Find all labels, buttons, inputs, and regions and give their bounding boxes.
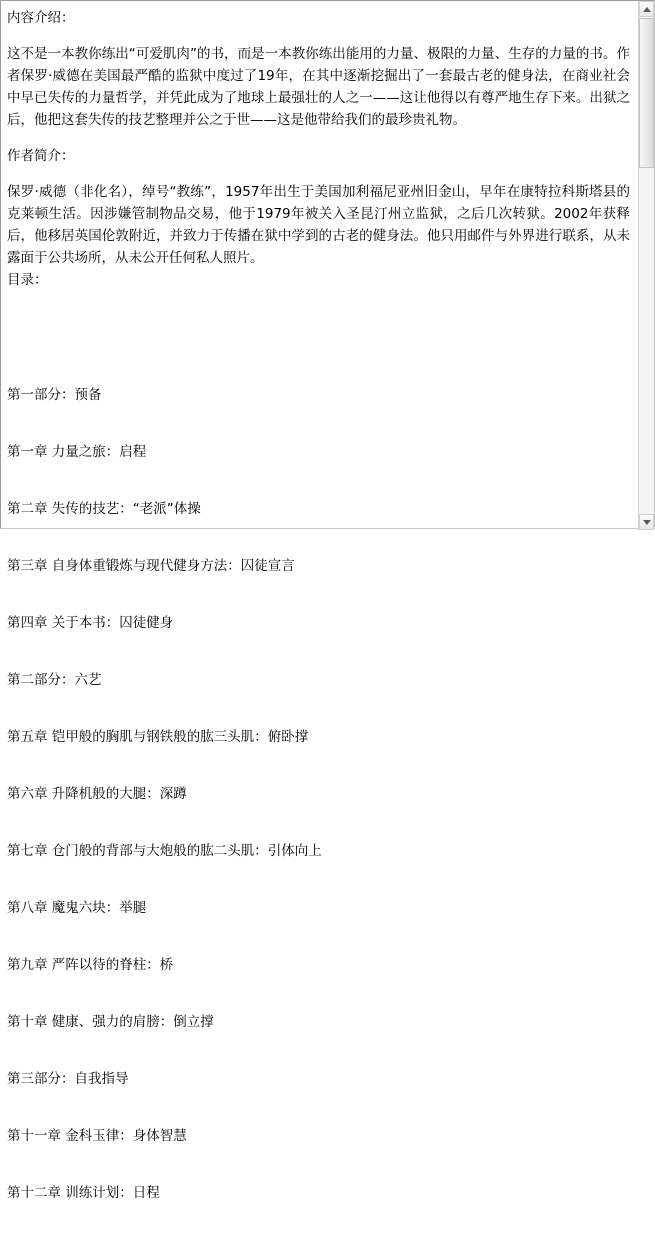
- toc-line: 第九章 严阵以待的脊柱：桥: [7, 957, 174, 973]
- toc-line: 第七章 仓门般的背部与大炮般的肱二头肌：引体向上: [7, 843, 322, 859]
- arrow-up-icon: [643, 7, 651, 12]
- toc-line: 第一部分：预备: [7, 387, 102, 403]
- toc-line: 第四章 关于本书：囚徒健身: [7, 615, 174, 631]
- toc-line: 第八章 魔鬼六块：举腿: [7, 900, 147, 916]
- section-heading-author: 作者简介：: [7, 148, 75, 164]
- vertical-scrollbar[interactable]: [638, 1, 654, 530]
- toc-line: 第二章 失传的技艺：“老派”体操: [7, 501, 201, 517]
- section-body-content: 这不是一本教你练出“可爱肌肉”的书，而是一本教你练出能用的力量、极限的力量、生存的力量的书。作者保罗·威德在美国最严酷的监狱中度过了19年，在其中逐渐挖掘出了一套最古老的健身法，在商业社会中早已失传的力量哲学，并凭此成为了地球上最强壮的人之一——这让他得以有尊严地生存下来。出狱之后，他把这套失传的技艺整理并公之于世——这是他带给我们的最珍贵礼物。: [7, 46, 630, 128]
- scroll-down-button[interactable]: [639, 514, 654, 530]
- toc-line: 第五章 铠甲般的胸肌与钢铁般的肱三头肌：俯卧撑: [7, 729, 309, 745]
- arrow-down-icon: [643, 520, 651, 525]
- toc-line: 第三章 自身体重锻炼与现代健身方法：囚徒宣言: [7, 558, 295, 574]
- scroll-up-button[interactable]: [639, 1, 654, 17]
- toc-line: 第三部分：自我指导: [7, 1071, 129, 1087]
- toc-line: 第二部分：六艺: [7, 672, 102, 688]
- table-of-contents: [7, 291, 630, 1241]
- toc-line: 第六章 升降机般的大腿：深蹲: [7, 786, 187, 802]
- scrollbar-thumb[interactable]: [639, 18, 654, 168]
- section-body-author: 保罗·威德（非化名），绰号“教练”，1957年出生于美国加利福尼亚州旧金山，早年在康特拉科斯塔县的克莱顿生活。因涉嫌管制物品交易，他于1979年被关入圣昆汀州立监狱，之后几次转狱。2002年获释后，他移居英国伦敦附近，并致力于传播在狱中学到的古老的健身法。他只用邮件与外界进行联系，从未露面于公共场所，从未公开任何私人照片。: [7, 184, 630, 266]
- toc-line: 第十一章 金科玉律：身体智慧: [7, 1128, 187, 1144]
- toc-line: 第十二章 训练计划：日程: [7, 1185, 160, 1201]
- toc-line: [7, 329, 630, 348]
- toc-line: 第十章 健康、强力的肩膀：倒立撑: [7, 1014, 214, 1030]
- document-text-area[interactable]: [1, 1, 638, 1201]
- section-heading-content: 内容介绍：: [7, 10, 75, 26]
- toc-heading: 目录：: [7, 272, 48, 288]
- toc-line: 第一章 力量之旅：启程: [7, 444, 147, 460]
